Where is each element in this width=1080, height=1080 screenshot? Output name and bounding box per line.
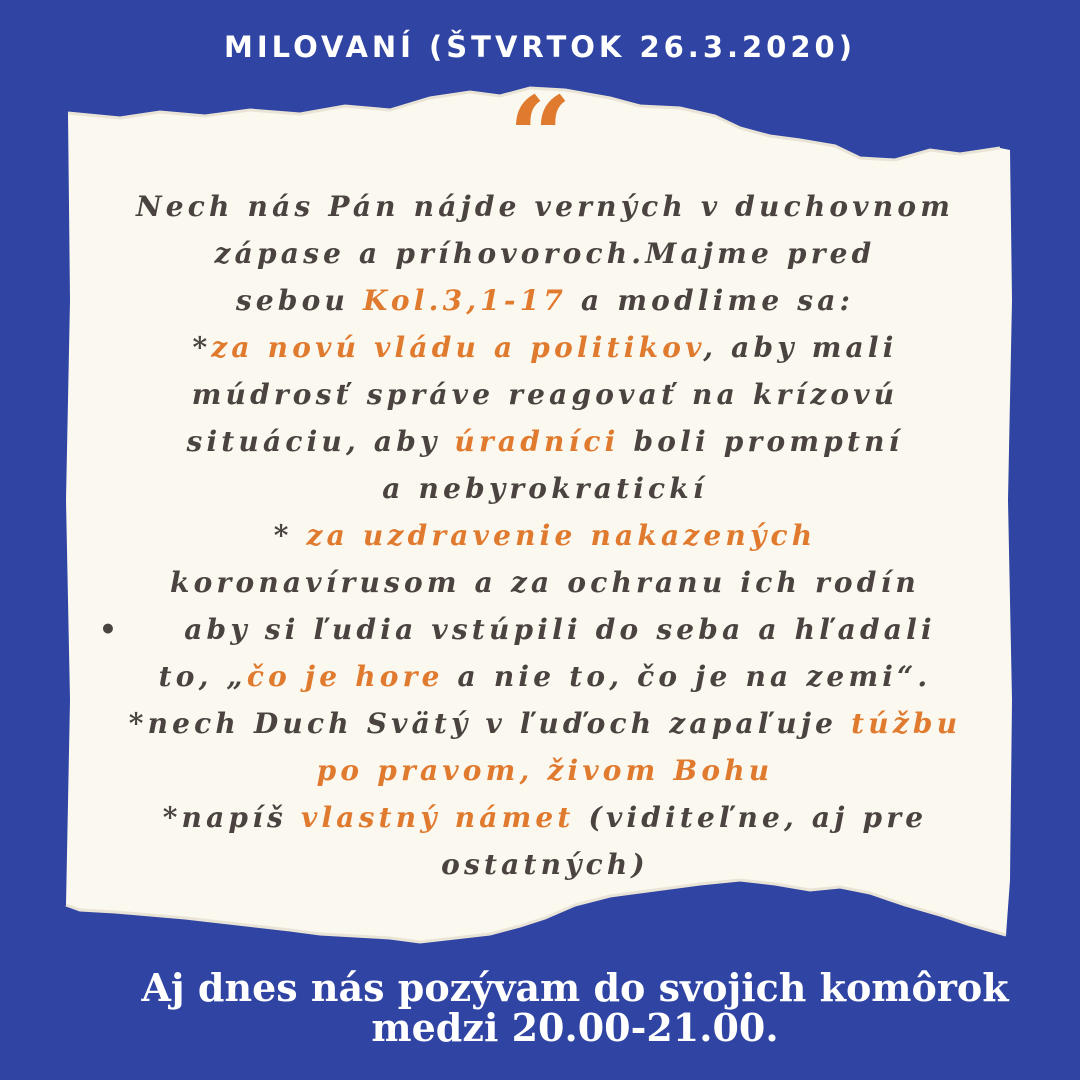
text-line: zápase a príhovoroch.Majme pred (214, 237, 876, 270)
text-line: múdrosť správe reagovať na krízovú (191, 378, 899, 411)
highlight-text: po pravom, živom Bohu (316, 754, 774, 787)
text-line: *napíš vlastný námet (viditeľne, aj pre (162, 801, 928, 834)
footer-line: Aj dnes nás pozývam do svojich komôrok (141, 965, 1009, 1010)
footer-invitation (0, 965, 1080, 1050)
text-line: to, „čo je hore a nie to, čo je na zemi“. (158, 660, 932, 693)
highlight-text: úradníci (454, 425, 620, 458)
highlight-text: čo je hore (246, 660, 444, 693)
prayer-text (95, 183, 995, 888)
text-line: Nech nás Pán nájde verných v duchovnom (135, 190, 955, 223)
text-line: • aby si ľudia vstúpili do seba a hľadali (95, 606, 995, 653)
text-line: * za uzdravenie nakazených (273, 519, 817, 552)
bullet-icon: • (99, 613, 122, 646)
text-line: koronavírusom a za ochranu ich rodín (170, 566, 920, 599)
text-line: ostatných) (441, 848, 649, 881)
text-line: a nebyrokratickí (382, 472, 708, 505)
highlight-text: túžbu (851, 707, 962, 740)
text-line: sebou Kol.3,1-17 a modlime sa: (235, 284, 855, 317)
text-line: *za novú vládu a politikov, aby mali (192, 331, 898, 364)
text-line: *nech Duch Svätý v ľuďoch zapaľuje túžbu (128, 707, 962, 740)
highlight-text: za novú vládu a politikov (211, 331, 704, 364)
page-title: MILOVANÍ (ŠTVRTOK 26.3.2020) (224, 30, 856, 64)
text-line (95, 747, 995, 794)
text-line: situáciu, aby úradníci boli promptní (186, 425, 904, 458)
quote-mark-icon: “ (508, 72, 572, 201)
highlight-text: vlastný námet (300, 801, 575, 834)
highlight-text: Kol.3,1-17 (363, 284, 568, 317)
footer-line: medzi 20.00-21.00. (371, 1005, 779, 1050)
highlight-text: za uzdravenie nakazených (306, 519, 817, 552)
